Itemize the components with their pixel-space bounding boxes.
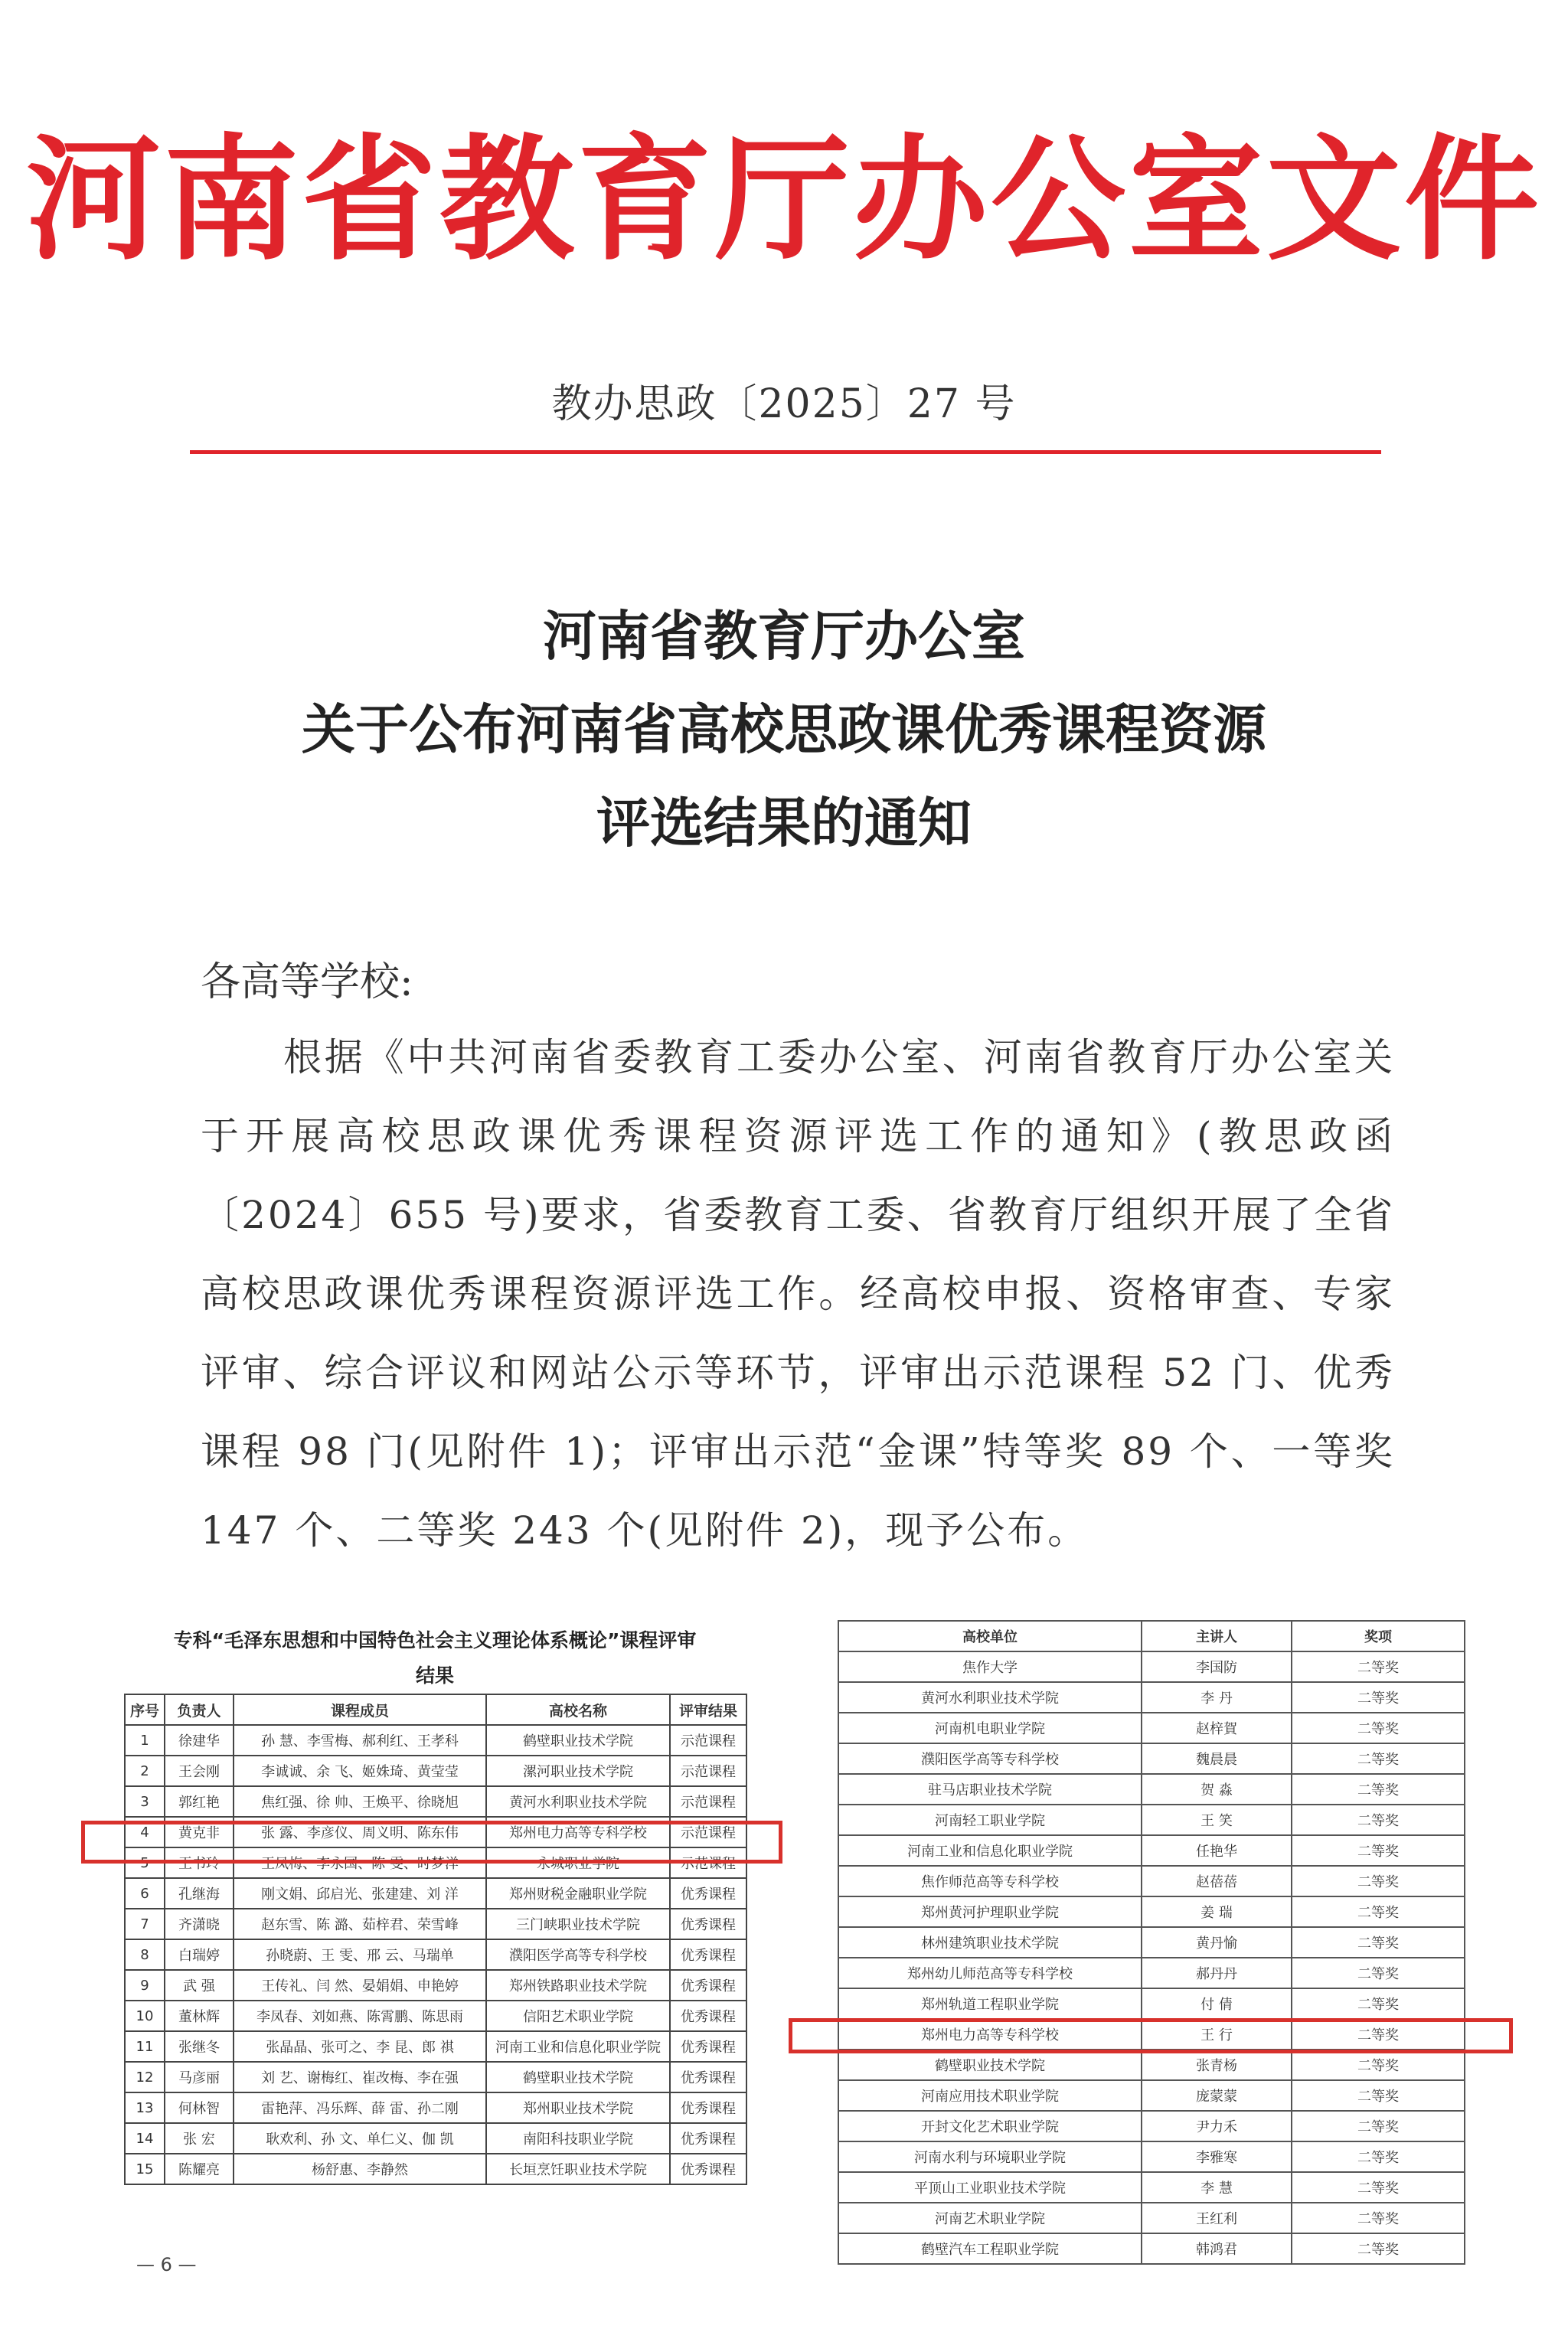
cell-lecturer: 郝丹丹 [1142,1958,1292,1988]
red-divider [190,450,1381,454]
cell-school: 信阳艺术职业学院 [486,2001,670,2031]
cell-row-index: 2 [125,1756,165,1786]
table-row [125,2154,746,2184]
cell-school: 鹤壁汽车工程职业学院 [838,2233,1142,2264]
salutation: 各高等学校: [201,959,413,1005]
table-row [125,1878,746,1909]
course-review-results-table [124,1623,746,2185]
cell-row-index: 8 [125,1939,165,1970]
table-row [838,1927,1465,1958]
table-row [125,2092,746,2123]
highlight-box-right-row [789,2018,1513,2053]
table-row [838,1896,1465,1927]
cell-school: 南阳科技职业学院 [486,2123,670,2154]
column-header: 序号 [125,1694,165,1725]
cell-members: 刚文娟、邱启光、张建建、刘 洋 [234,1878,486,1909]
cell-school: 河南工业和信息化职业学院 [838,1835,1142,1866]
cell-leader: 张 宏 [165,2123,234,2154]
cell-award: 二等奖 [1292,2203,1465,2233]
table-row [838,2203,1465,2233]
table-title: 结果 [415,1664,454,1687]
cell-lecturer: 付 倩 [1142,1988,1292,2019]
results-table [124,1694,747,2185]
cell-leader: 武 强 [165,1970,234,2001]
cell-leader: 孔继海 [165,1878,234,1909]
cell-award: 二等奖 [1292,1774,1465,1805]
cell-award: 二等奖 [1292,2141,1465,2172]
cell-school: 黄河水利职业技术学院 [486,1786,670,1817]
cell-leader: 马彦丽 [165,2062,234,2092]
cell-members: 王凤梅、李永国、陈 雯、时梦洋 [234,1847,486,1878]
cell-award: 二等奖 [1292,1651,1465,1682]
cell-school: 平顶山工业职业技术学院 [838,2172,1142,2203]
cell-award: 二等奖 [1292,1958,1465,1988]
cell-lecturer: 李国防 [1142,1651,1292,1682]
table-row [838,1682,1465,1713]
cell-result: 优秀课程 [670,1878,746,1909]
table-row [838,1805,1465,1835]
cell-leader: 王会刚 [165,1756,234,1786]
masthead-title: 河南省教育厅办公室文件 [25,120,1542,279]
table-title: 专科“毛泽东思想和中国特色社会主义理论体系概论”课程评审 [173,1629,697,1651]
table-row [125,2062,746,2092]
cell-members: 雷艳萍、冯乐辉、薛 雷、孙二刚 [234,2092,486,2123]
cell-school: 濮阳医学高等专科学校 [838,1743,1142,1774]
cell-row-index: 6 [125,1878,165,1909]
cell-school: 郑州财税金融职业学院 [486,1878,670,1909]
cell-members: 刘 艺、谢梅红、崔改梅、李在强 [234,2062,486,2092]
cell-row-index: 10 [125,2001,165,2031]
cell-row-index: 13 [125,2092,165,2123]
table-row [125,2001,746,2031]
cell-row-index: 7 [125,1909,165,1939]
cell-leader: 徐建华 [165,1725,234,1756]
cell-lecturer: 张青杨 [1142,2050,1292,2080]
table-row [838,1988,1465,2019]
cell-result: 优秀课程 [670,2154,746,2184]
table-row [838,1866,1465,1896]
table-row [838,2233,1465,2264]
column-header: 高校名称 [486,1694,670,1725]
cell-row-index: 9 [125,1970,165,2001]
cell-lecturer: 王红利 [1142,2203,1292,2233]
column-header: 课程成员 [234,1694,486,1725]
awards-table [838,1620,1465,2265]
cell-members: 孙晓蔚、王 雯、邢 云、马瑞单 [234,1939,486,1970]
page-number: — 6 — [136,2254,197,2275]
cell-lecturer: 韩鸿君 [1142,2233,1292,2264]
cell-school: 郑州轨道工程职业学院 [838,1988,1142,2019]
cell-row-index: 14 [125,2123,165,2154]
award-results-table [838,1620,1464,2265]
cell-lecturer: 姜 瑞 [1142,1896,1292,1927]
table-row [838,2050,1465,2080]
table-row [125,1970,746,2001]
cell-result: 优秀课程 [670,2031,746,2062]
cell-row-index: 1 [125,1725,165,1756]
table-row [125,2123,746,2154]
cell-award: 二等奖 [1292,2172,1465,2203]
table-row [838,1835,1465,1866]
table-row [125,1725,746,1756]
title-line: 河南省教育厅办公室 [543,604,1025,668]
cell-award: 二等奖 [1292,1682,1465,1713]
cell-school: 鹤壁职业技术学院 [838,2050,1142,2080]
cell-school: 永城职业学院 [486,1847,670,1878]
cell-school: 开封文化艺术职业学院 [838,2111,1142,2141]
cell-school: 郑州电力高等专科学校 [838,2019,1142,2050]
cell-award: 二等奖 [1292,2080,1465,2111]
cell-school: 河南应用技术职业学院 [838,2080,1142,2111]
cell-award: 二等奖 [1292,2111,1465,2141]
cell-members: 焦红强、徐 帅、王焕平、徐晓旭 [234,1786,486,1817]
cell-school: 郑州黄河护理职业学院 [838,1896,1142,1927]
title-line: 评选结果的通知 [596,791,972,854]
cell-lecturer: 李雅寒 [1142,2141,1292,2172]
highlight-box-left-row [81,1821,782,1864]
cell-row-index: 11 [125,2031,165,2062]
cell-school: 郑州职业技术学院 [486,2092,670,2123]
column-header: 评审结果 [670,1694,746,1725]
table-row [125,1909,746,1939]
cell-award: 二等奖 [1292,1896,1465,1927]
cell-result: 优秀课程 [670,1939,746,1970]
cell-row-index: 12 [125,2062,165,2092]
cell-award: 二等奖 [1292,1743,1465,1774]
cell-leader: 张继冬 [165,2031,234,2062]
cell-result: 示范课程 [670,1756,746,1786]
cell-lecturer: 庞蒙蒙 [1142,2080,1292,2111]
cell-members: 李凤春、刘如燕、陈霄鹏、陈思雨 [234,2001,486,2031]
cell-lecturer: 李 慧 [1142,2172,1292,2203]
cell-award: 二等奖 [1292,1713,1465,1743]
cell-members: 张 露、李彦仪、周义明、陈东伟 [234,1817,486,1847]
cell-leader: 黄克非 [165,1817,234,1847]
cell-result: 示范课程 [670,1847,746,1878]
column-header: 奖项 [1292,1621,1465,1651]
cell-lecturer: 赵梓賀 [1142,1713,1292,1743]
cell-result: 优秀课程 [670,1970,746,2001]
cell-leader: 何林智 [165,2092,234,2123]
cell-result: 优秀课程 [670,2123,746,2154]
table-row [838,2141,1465,2172]
cell-leader: 白瑞婷 [165,1939,234,1970]
column-header: 主讲人 [1142,1621,1292,1651]
cell-leader: 陈耀亮 [165,2154,234,2184]
cell-lecturer: 任艳华 [1142,1835,1292,1866]
cell-school: 鹤壁职业技术学院 [486,1725,670,1756]
cell-lecturer: 贺 淼 [1142,1774,1292,1805]
table-row [125,2031,746,2062]
cell-result: 示范课程 [670,1786,746,1817]
table-row [125,1756,746,1786]
cell-members: 孙 慧、李雪梅、郝利红、王孝科 [234,1725,486,1756]
cell-school: 焦作师范高等专科学校 [838,1866,1142,1896]
cell-leader: 齐潇晓 [165,1909,234,1939]
table-row [838,2111,1465,2141]
title-line: 关于公布河南省高校思政课优秀课程资源 [302,697,1266,761]
cell-lecturer: 王 行 [1142,2019,1292,2050]
notice-title [0,590,1568,870]
table-row [838,1743,1465,1774]
cell-leader: 郭红艳 [165,1786,234,1817]
cell-members: 王传礼、闫 然、晏娟娟、申艳婷 [234,1970,486,2001]
cell-award: 二等奖 [1292,1988,1465,2019]
cell-lecturer: 魏晨晨 [1142,1743,1292,1774]
cell-result: 示范课程 [670,1725,746,1756]
cell-row-index: 15 [125,2154,165,2184]
cell-result: 优秀课程 [670,2092,746,2123]
cell-result: 示范课程 [670,1817,746,1847]
cell-school: 林州建筑职业技术学院 [838,1927,1142,1958]
cell-school: 长垣烹饪职业技术学院 [486,2154,670,2184]
cell-award: 二等奖 [1292,2233,1465,2264]
cell-lecturer: 赵蓓蓓 [1142,1866,1292,1896]
cell-award: 二等奖 [1292,1835,1465,1866]
cell-school: 河南机电职业学院 [838,1713,1142,1743]
cell-result: 优秀课程 [670,2062,746,2092]
body-paragraph: 根据《中共河南省委教育工委办公室、河南省教育厅办公室关于开展高校思政课优秀课程资源评选工作的通知》(教思政函〔2024〕655 号)要求，省委教育工委、省教育厅组织开展了全省高校思政课优秀课程资源评选工作。经高校申报、资格审查、专家评审、综合评议和网站公示等环节，评审出示范课程 52 门、优秀课程 98 门(见附件 1)；评审出示范“金课”特等奖 89 个、一等奖 147 个、二等奖 243 个(见附件 2)，现予公布。 [201,1035,1395,1553]
cell-school: 河南艺术职业学院 [838,2203,1142,2233]
cell-school: 黄河水利职业技术学院 [838,1682,1142,1713]
cell-school: 焦作大学 [838,1651,1142,1682]
cell-members: 杨舒惠、李静然 [234,2154,486,2184]
cell-award: 二等奖 [1292,1866,1465,1896]
cell-row-index: 4 [125,1817,165,1847]
cell-award: 二等奖 [1292,2050,1465,2080]
table-row [838,1713,1465,1743]
cell-leader: 董林辉 [165,2001,234,2031]
cell-school: 河南工业和信息化职业学院 [486,2031,670,2062]
cell-school: 郑州电力高等专科学校 [486,1817,670,1847]
cell-lecturer: 李 丹 [1142,1682,1292,1713]
cell-row-index: 5 [125,1847,165,1878]
cell-school: 郑州幼儿师范高等专科学校 [838,1958,1142,1988]
column-header: 负责人 [165,1694,234,1725]
cell-members: 张晶晶、张可之、李 昆、郎 祺 [234,2031,486,2062]
table-row [838,1958,1465,1988]
document-number: 教办思政〔2025〕27 号 [551,381,1017,427]
cell-result: 优秀课程 [670,2001,746,2031]
cell-members: 赵东雪、陈 潞、茹梓君、荣雪峰 [234,1909,486,1939]
cell-school: 漯河职业技术学院 [486,1756,670,1786]
cell-award: 二等奖 [1292,2019,1465,2050]
cell-school: 濮阳医学高等专科学校 [486,1939,670,1970]
cell-school: 河南水利与环境职业学院 [838,2141,1142,2172]
column-header: 高校单位 [838,1621,1142,1651]
table-row [838,1774,1465,1805]
cell-leader: 王书玲 [165,1847,234,1878]
cell-lecturer: 黄丹愉 [1142,1927,1292,1958]
table-row [125,1939,746,1970]
cell-members: 李诚诚、余 飞、姬姝琦、黄莹莹 [234,1756,486,1786]
cell-school: 郑州铁路职业技术学院 [486,1970,670,2001]
cell-row-index: 3 [125,1786,165,1817]
cell-members: 耿欢利、孙 文、单仁义、伽 凯 [234,2123,486,2154]
cell-school: 三门峡职业技术学院 [486,1909,670,1939]
cell-school: 鹤壁职业技术学院 [486,2062,670,2092]
cell-lecturer: 王 笑 [1142,1805,1292,1835]
table-row [838,1651,1465,1682]
table-row [838,2172,1465,2203]
cell-result: 优秀课程 [670,1909,746,1939]
cell-award: 二等奖 [1292,1805,1465,1835]
table-row [838,2080,1465,2111]
cell-award: 二等奖 [1292,1927,1465,1958]
cell-school: 驻马店职业技术学院 [838,1774,1142,1805]
cell-lecturer: 尹力禾 [1142,2111,1292,2141]
table-row [125,1786,746,1817]
cell-school: 河南轻工职业学院 [838,1805,1142,1835]
